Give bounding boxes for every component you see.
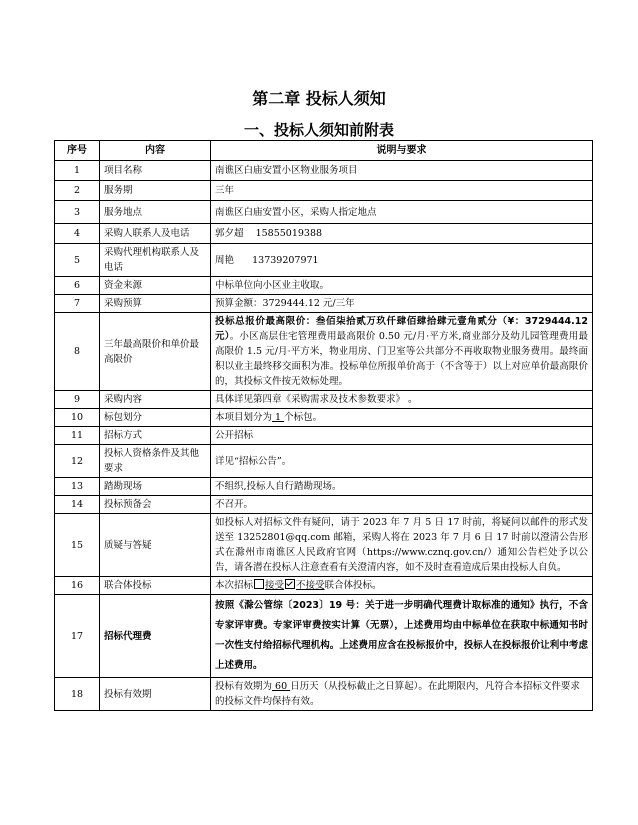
- table-row: [55, 514, 593, 577]
- row-content: 服务地点: [100, 201, 211, 224]
- row-desc: 如投标人对招标文件有疑问，请于 2023 年 7 月 5 日 17 时前，将疑问以邮件的形式发送至 13252801@qq.com 邮箱，采购人将在 2023 年 7 月 6 日 17 时前以澄清公告形式在滁州市南谯区人民政府官网（https://www.cznq.gov.cn/）通知公告栏处予以公告，请各潜在投标人注意查看有关澄清内容，如不及时查看造成后果由投标人自负。: [211, 514, 593, 577]
- max-price-detail: 。小区高层住宅管理费用最高限价 0.50 元/月·平方米,商业部分及幼儿园管理费用最高限价 1.5 元/月·平方米，物业用房、门卫室等公共部分不再收取物业服务费用。最终面积以业主最终移交面积为准。投标单位所报单价高于（不含等于）以上对应单价最高限价的，其投标文件按无效标处理。: [215, 331, 588, 387]
- table-row: [55, 244, 593, 277]
- table-row: [55, 277, 593, 295]
- row-content: 标包划分: [100, 409, 211, 427]
- text: 个标包。: [284, 412, 323, 423]
- option-reject: 不接受: [296, 580, 325, 591]
- header-no: 序号: [55, 141, 100, 161]
- table-header-row: [55, 141, 593, 161]
- row-desc: 不召开。: [211, 496, 593, 514]
- row-content: 招标代理费: [100, 595, 211, 678]
- row-desc: 公开招标: [211, 427, 593, 445]
- header-desc: 说明与要求: [211, 141, 593, 161]
- row-content: 采购预算: [100, 295, 211, 313]
- row-desc: 三年: [211, 181, 593, 201]
- section-title: 一、投标人须知前附表: [243, 121, 394, 139]
- row-content: 采购内容: [100, 391, 211, 409]
- text: 联合体投标。: [324, 580, 382, 591]
- row-no: 2: [55, 181, 100, 201]
- table-row: [55, 595, 593, 678]
- max-price-bold: 投标总报价最高限价：叁佰柒拾贰万玖仟肆佰肆拾肆元壹角贰分（¥：3729444.12 元）: [215, 316, 588, 342]
- row-content: 质疑与答疑: [100, 514, 211, 577]
- table-row: [55, 478, 593, 496]
- table-row: [55, 678, 593, 711]
- text: 本项目划分为: [215, 412, 273, 423]
- row-desc: 详见“招标公告”。: [211, 445, 593, 478]
- row-no: 6: [55, 277, 100, 295]
- table-row: [55, 496, 593, 514]
- table-row: [55, 161, 593, 181]
- row-content: 采购代理机构联系人及电话: [100, 244, 211, 277]
- table-row: [55, 295, 593, 313]
- row-content: 投标有效期: [100, 678, 211, 711]
- row-no: 17: [55, 595, 100, 678]
- row-no: 7: [55, 295, 100, 313]
- row-desc: 按照《滁公管综〔2023〕19 号：关于进一步明确代理费计取标准的通知》执行，不含专家评审费。专家评审费按实计算（无票），上述费用均由中标单位在获取中标通知书时一次性支付给招标代理机构。上述费用应含在投标报价中，投标人在投标报价让利中考虑上述费用。: [211, 595, 593, 678]
- row-desc: 中标单位向小区业主收取。: [211, 277, 593, 295]
- table-row: [55, 427, 593, 445]
- row-desc: 不组织,投标人自行踏勘现场。: [211, 478, 593, 496]
- row-no: 13: [55, 478, 100, 496]
- row-content: 招标方式: [100, 427, 211, 445]
- row-no: 10: [55, 409, 100, 427]
- row-desc: 郭夕超 15855019388: [211, 224, 593, 244]
- table-row: [55, 201, 593, 224]
- header-content: 内容: [100, 141, 211, 161]
- row-no: 18: [55, 678, 100, 711]
- row-content: 联合体投标: [100, 577, 211, 595]
- row-desc: [211, 409, 593, 427]
- row-desc: [211, 678, 593, 711]
- text: 本次招标: [215, 580, 254, 591]
- row-no: 11: [55, 427, 100, 445]
- table-row: [55, 181, 593, 201]
- row-content: 三年最高限价和单价最高限价: [100, 313, 211, 391]
- validity-days: 60: [272, 681, 291, 692]
- instructions-table: [54, 140, 593, 711]
- row-no: 16: [55, 577, 100, 595]
- row-desc: [211, 577, 593, 595]
- table-row: [55, 409, 593, 427]
- row-no: 14: [55, 496, 100, 514]
- row-no: 9: [55, 391, 100, 409]
- row-no: 1: [55, 161, 100, 181]
- row-content: 投标预备会: [100, 496, 211, 514]
- option-accept: 接受: [265, 580, 285, 591]
- package-count: 1: [272, 412, 285, 423]
- row-no: 15: [55, 514, 100, 577]
- row-content: 投标人资格条件及其他要求: [100, 445, 211, 478]
- row-content: 服务期: [100, 181, 211, 201]
- checked-box-icon: [285, 579, 295, 589]
- row-no: 3: [55, 201, 100, 224]
- row-content: 踏勘现场: [100, 478, 211, 496]
- chapter-title: 第二章 投标人须知: [252, 89, 386, 108]
- table-row: [55, 445, 593, 478]
- table-row: [55, 313, 593, 391]
- row-no: 12: [55, 445, 100, 478]
- row-desc: 预算金额：3729444.12 元/三年: [211, 295, 593, 313]
- text: 投标有效期为: [215, 681, 273, 692]
- table-row: [55, 577, 593, 595]
- row-no: 4: [55, 224, 100, 244]
- row-content: 资金来源: [100, 277, 211, 295]
- row-content: 采购人联系人及电话: [100, 224, 211, 244]
- row-no: 8: [55, 313, 100, 391]
- row-desc: 周艳 13739207971: [211, 244, 593, 277]
- unchecked-box-icon: [254, 579, 264, 589]
- row-desc: 具体详见第四章《采购需求及技术参数要求》 。: [211, 391, 593, 409]
- row-no: 5: [55, 244, 100, 277]
- row-desc: 南谯区白庙安置小区物业服务项目: [211, 161, 593, 181]
- table-row: [55, 224, 593, 244]
- row-content: 项目名称: [100, 161, 211, 181]
- row-desc: [211, 313, 593, 391]
- table-row: [55, 391, 593, 409]
- row-desc: 南谯区白庙安置小区，采购人指定地点: [211, 201, 593, 224]
- text: 日历天（从投标截止之日算起）。在此期限内，凡符合本招标文件要求的投标文件均保持有效。: [215, 681, 580, 707]
